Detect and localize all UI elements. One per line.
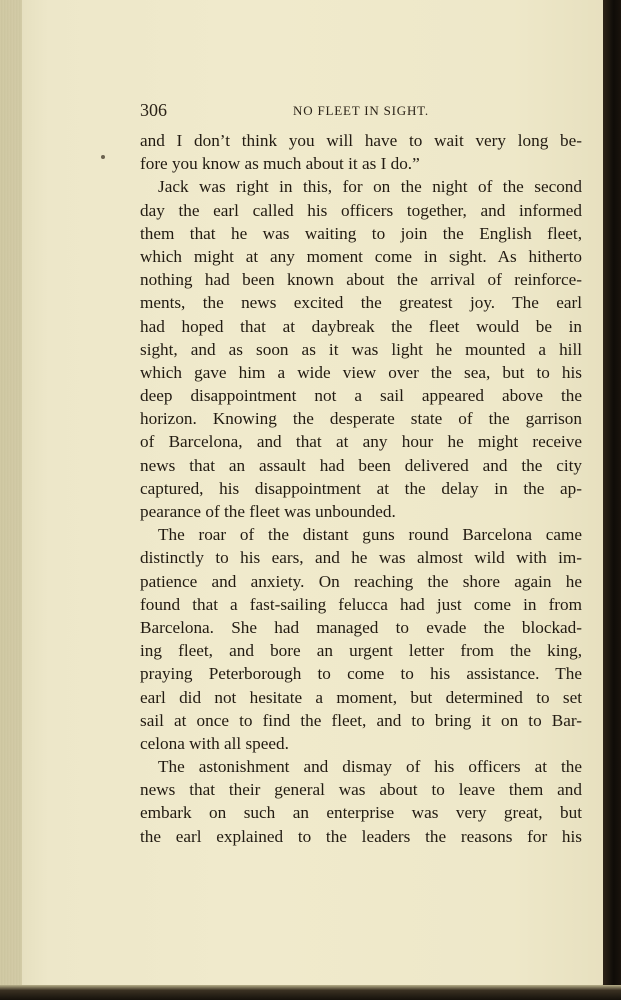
text-line: Barcelona. She had managed to evade the blockad- xyxy=(140,617,582,637)
text-line: captured, his disappointment at the delay in the ap- xyxy=(140,478,582,498)
text-line: had hoped that at daybreak the fleet would be in xyxy=(140,316,582,336)
text-line: embark on such an enterprise was very great, but xyxy=(140,803,582,823)
text-line: of Barcelona, and that at any hour he might receive xyxy=(140,432,582,452)
text-line: which gave him a wide view over the sea, but to his xyxy=(140,362,582,382)
text-line: earl did not hesitate a moment, but determined to set xyxy=(140,687,582,707)
text-line: news that an assault had been delivered and the city xyxy=(140,455,582,475)
text-line: and I don’t think you will have to wait very long be- xyxy=(140,131,582,150)
text-line: sail at once to find the fleet, and to bring it on to Bar- xyxy=(140,710,582,730)
text-line: celona with all speed. xyxy=(140,733,289,753)
body-text xyxy=(140,129,582,848)
page-bottom-edge xyxy=(0,985,621,1000)
text-line: distinctly to his ears, and he was almost wild with im- xyxy=(140,548,582,568)
text-line: patience and anxiety. On reaching the shore again he xyxy=(140,571,582,591)
text-line: day the earl called his officers together, and informed xyxy=(140,200,582,220)
text-line: Jack was right in this, for on the night of the second xyxy=(158,177,582,197)
page-number: 306 xyxy=(140,100,167,120)
text-line: The astonishment and dismay of his officers at the xyxy=(158,757,582,777)
text-line: praying Peterborough to come to his assistance. The xyxy=(140,664,582,684)
text-line: sight, and as soon as it was light he mounted a hill xyxy=(140,339,582,359)
text-line: them that he was waiting to join the English fleet, xyxy=(140,223,582,243)
text-line: which might at any moment come in sight. As hitherto xyxy=(140,246,582,266)
text-line: horizon. Knowing the desperate state of the garrison xyxy=(140,409,582,429)
text-line: The roar of the distant guns round Barcelona came xyxy=(158,525,582,545)
text-line: found that a fast-sailing felucca had just come in from xyxy=(140,594,582,614)
text-line: ments, the news excited the greatest joy. The earl xyxy=(140,293,582,313)
text-line: deep disappointment not a sail appeared above the xyxy=(140,386,582,406)
text-line: news that their general was about to leave them and xyxy=(140,780,582,800)
text-line: pearance of the fleet was unbounded. xyxy=(140,502,396,521)
ink-speck xyxy=(101,155,105,159)
running-head: NO FLEET IN SIGHT. xyxy=(293,103,429,118)
text-line: ing fleet, and bore an urgent letter from the king, xyxy=(140,641,582,661)
text-line: the earl explained to the leaders the reasons for his xyxy=(140,826,582,846)
page-gutter xyxy=(0,0,22,990)
text-line: nothing had been known about the arrival of reinforce- xyxy=(140,270,582,290)
text-line: fore you know as much about it as I do.” xyxy=(140,154,420,174)
page-header xyxy=(140,100,582,122)
book-edge-shadow xyxy=(603,0,621,1000)
